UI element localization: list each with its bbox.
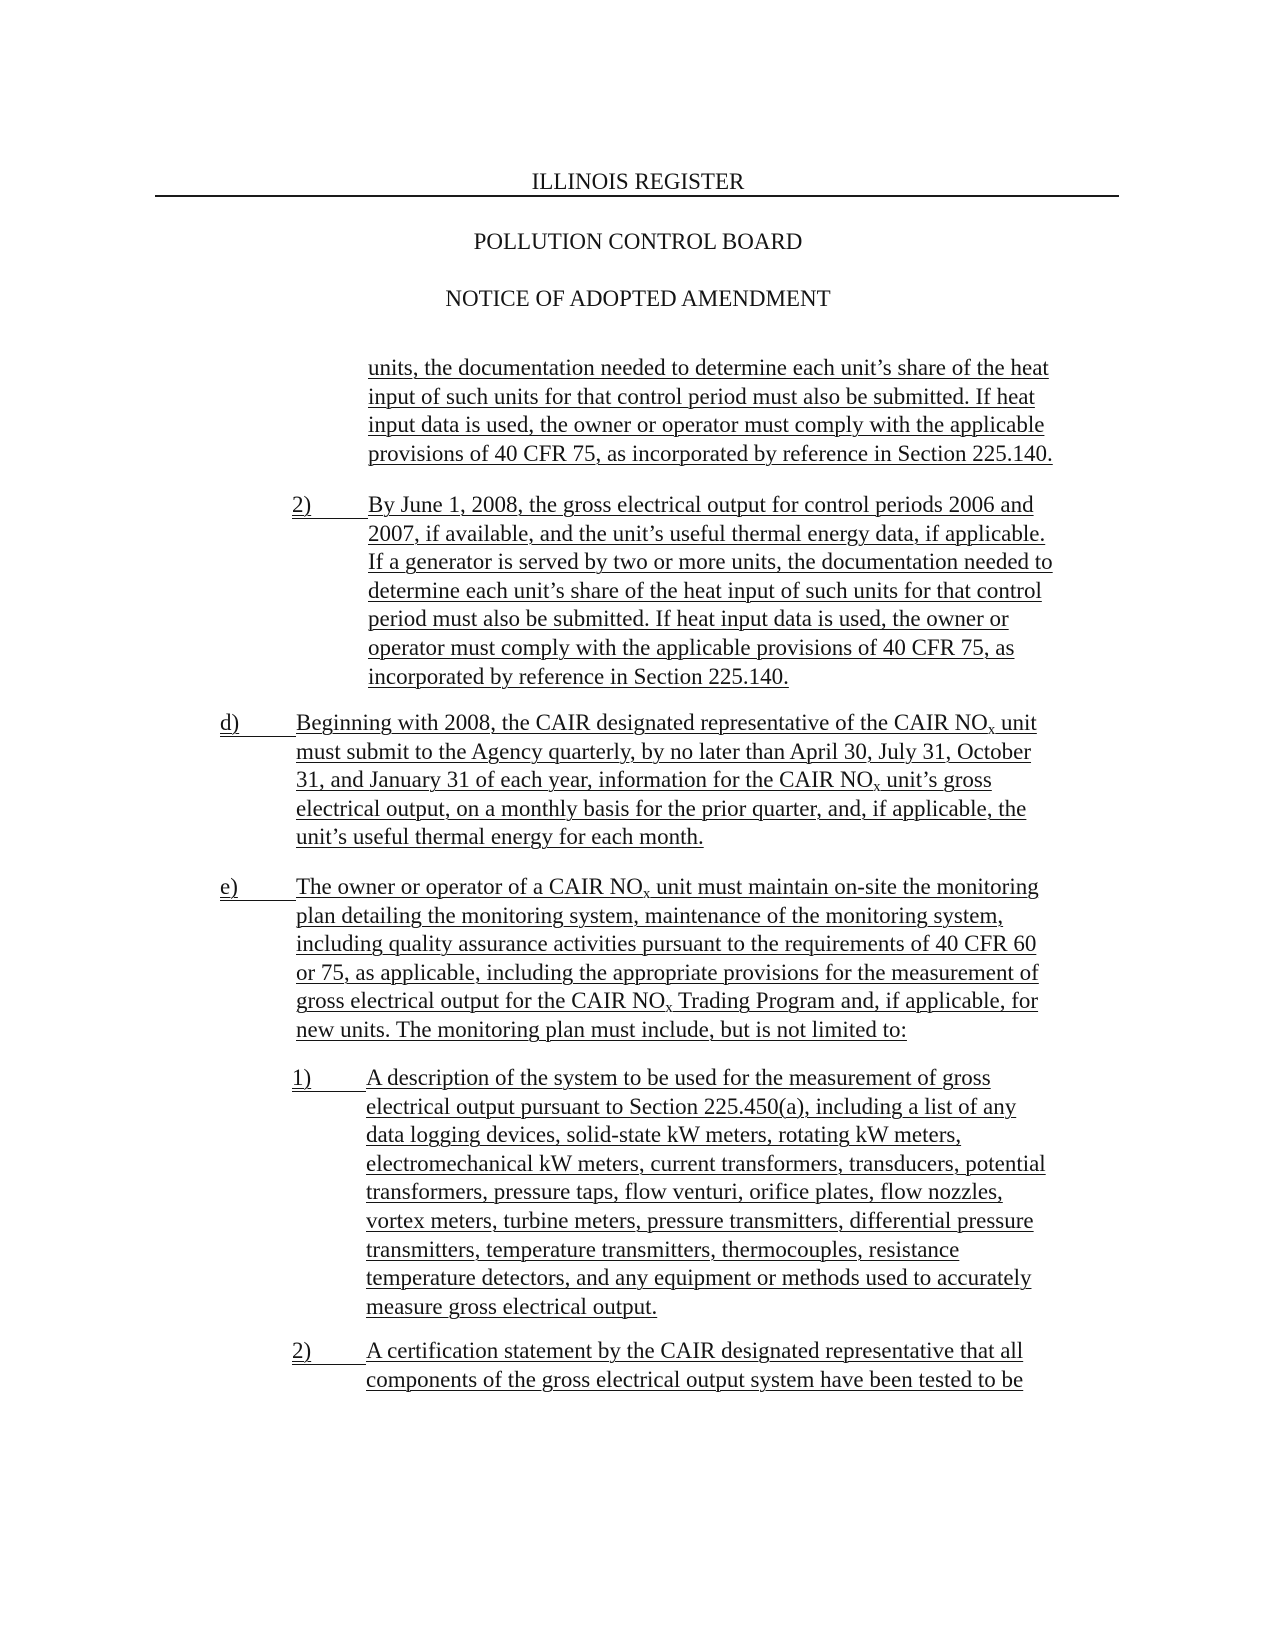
text-line: If a generator is served by two or more units, the documentation needed to	[368, 549, 1053, 575]
text-line: unit’s useful thermal energy for each month.	[296, 824, 704, 850]
paragraph-d	[296, 709, 1037, 852]
label-underline	[292, 1364, 366, 1365]
text-line: period must also be submitted. If heat input data is used, the owner or	[368, 606, 1009, 632]
text-line: units, the documentation needed to determine each unit’s share of the heat	[368, 355, 1049, 380]
text-line: incorporated by reference in Section 225.140.	[368, 663, 789, 689]
text-line: measure gross electrical output.	[366, 1293, 658, 1319]
item-label-d: d)	[220, 710, 240, 735]
board-name: POLLUTION CONTROL BOARD	[473, 229, 803, 254]
continuation-paragraph	[368, 354, 1053, 468]
item-label-e: e)	[220, 874, 238, 899]
text-line: gross electrical output for the CAIR $NO_x$ Trading Program and, if applicable, for	[296, 988, 1039, 1017]
text-line: A certification statement by the CAIR designated representative that all	[366, 1338, 1024, 1363]
text-line: input of such units for that control period must also be submitted. If heat	[368, 383, 1035, 409]
text-line: must submit to the Agency quarterly, by no later than April 30, July 31, October	[296, 738, 1032, 764]
text-line: Beginning with 2008, the CAIR designated representative of the CAIR $NO_x$ unit	[296, 710, 1037, 738]
text-line: electrical output, on a monthly basis for the prior quarter, and, if applicable, the	[296, 795, 1027, 821]
notice-title: NOTICE OF ADOPTED AMENDMENT	[445, 286, 831, 311]
item-label-e2: 2)	[292, 1338, 312, 1363]
text-line: The owner or operator of a CAIR $NO_x$ unit must maintain on-site the monitoring	[296, 874, 1039, 902]
register-title: ILLINOIS REGISTER	[531, 169, 745, 194]
text-line: plan detailing the monitoring system, maintenance of the monitoring system,	[296, 902, 1004, 928]
text-line: By June 1, 2008, the gross electrical output for control periods 2006 and	[368, 492, 1034, 517]
label-underline	[220, 736, 296, 737]
header-rule	[155, 195, 1119, 197]
text-line: provisions of 40 CFR 75, as incorporated by reference in Section 225.140.	[368, 440, 1053, 466]
text-line: 31, and January 31 of each year, information for the CAIR $NO_x$ unit’s gross	[296, 767, 992, 796]
text-line: new units. The monitoring plan must include, but is not limited to:	[296, 1016, 907, 1042]
text-line: determine each unit’s share of the heat input of such units for that control	[368, 577, 1042, 603]
text-line: components of the gross electrical output system have been tested to be	[366, 1366, 1024, 1392]
text-line: input data is used, the owner or operator must comply with the applicable	[368, 412, 1045, 438]
label-underline	[220, 900, 296, 901]
text-line: electromechanical kW meters, current transformers, transducers, potential	[366, 1150, 1046, 1176]
text-line: transformers, pressure taps, flow venturi, orifice plates, flow nozzles,	[366, 1179, 1003, 1205]
text-line: A description of the system to be used for the measurement of gross	[366, 1065, 991, 1090]
text-line: vortex meters, turbine meters, pressure transmitters, differential pressure	[366, 1207, 1034, 1233]
text-line: including quality assurance activities pursuant to the requirements of 40 CFR 60	[296, 931, 1037, 957]
paragraph-e	[296, 873, 1039, 1045]
text-line: transmitters, temperature transmitters, thermocouples, resistance	[366, 1236, 960, 1262]
item-label-e1: 1)	[292, 1065, 312, 1090]
paragraph-c2	[368, 491, 1053, 691]
text-line: electrical output pursuant to Section 225.450(a), including a list of any	[366, 1093, 1017, 1119]
label-underline	[292, 518, 368, 519]
item-label-c2: 2)	[292, 492, 312, 517]
text-line: or 75, as applicable, including the appropriate provisions for the measurement of	[296, 959, 1039, 985]
text-line: temperature detectors, and any equipment or methods used to accurately	[366, 1265, 1032, 1291]
text-line: data logging devices, solid-state kW meters, rotating kW meters,	[366, 1122, 962, 1148]
paragraph-e2	[366, 1337, 1023, 1394]
text-line: 2007, if available, and the unit’s useful thermal energy data, if applicable.	[368, 520, 1046, 546]
text-line: operator must comply with the applicable provisions of 40 CFR 75, as	[368, 634, 1015, 660]
paragraph-e1	[366, 1064, 1046, 1321]
label-underline	[292, 1091, 366, 1092]
